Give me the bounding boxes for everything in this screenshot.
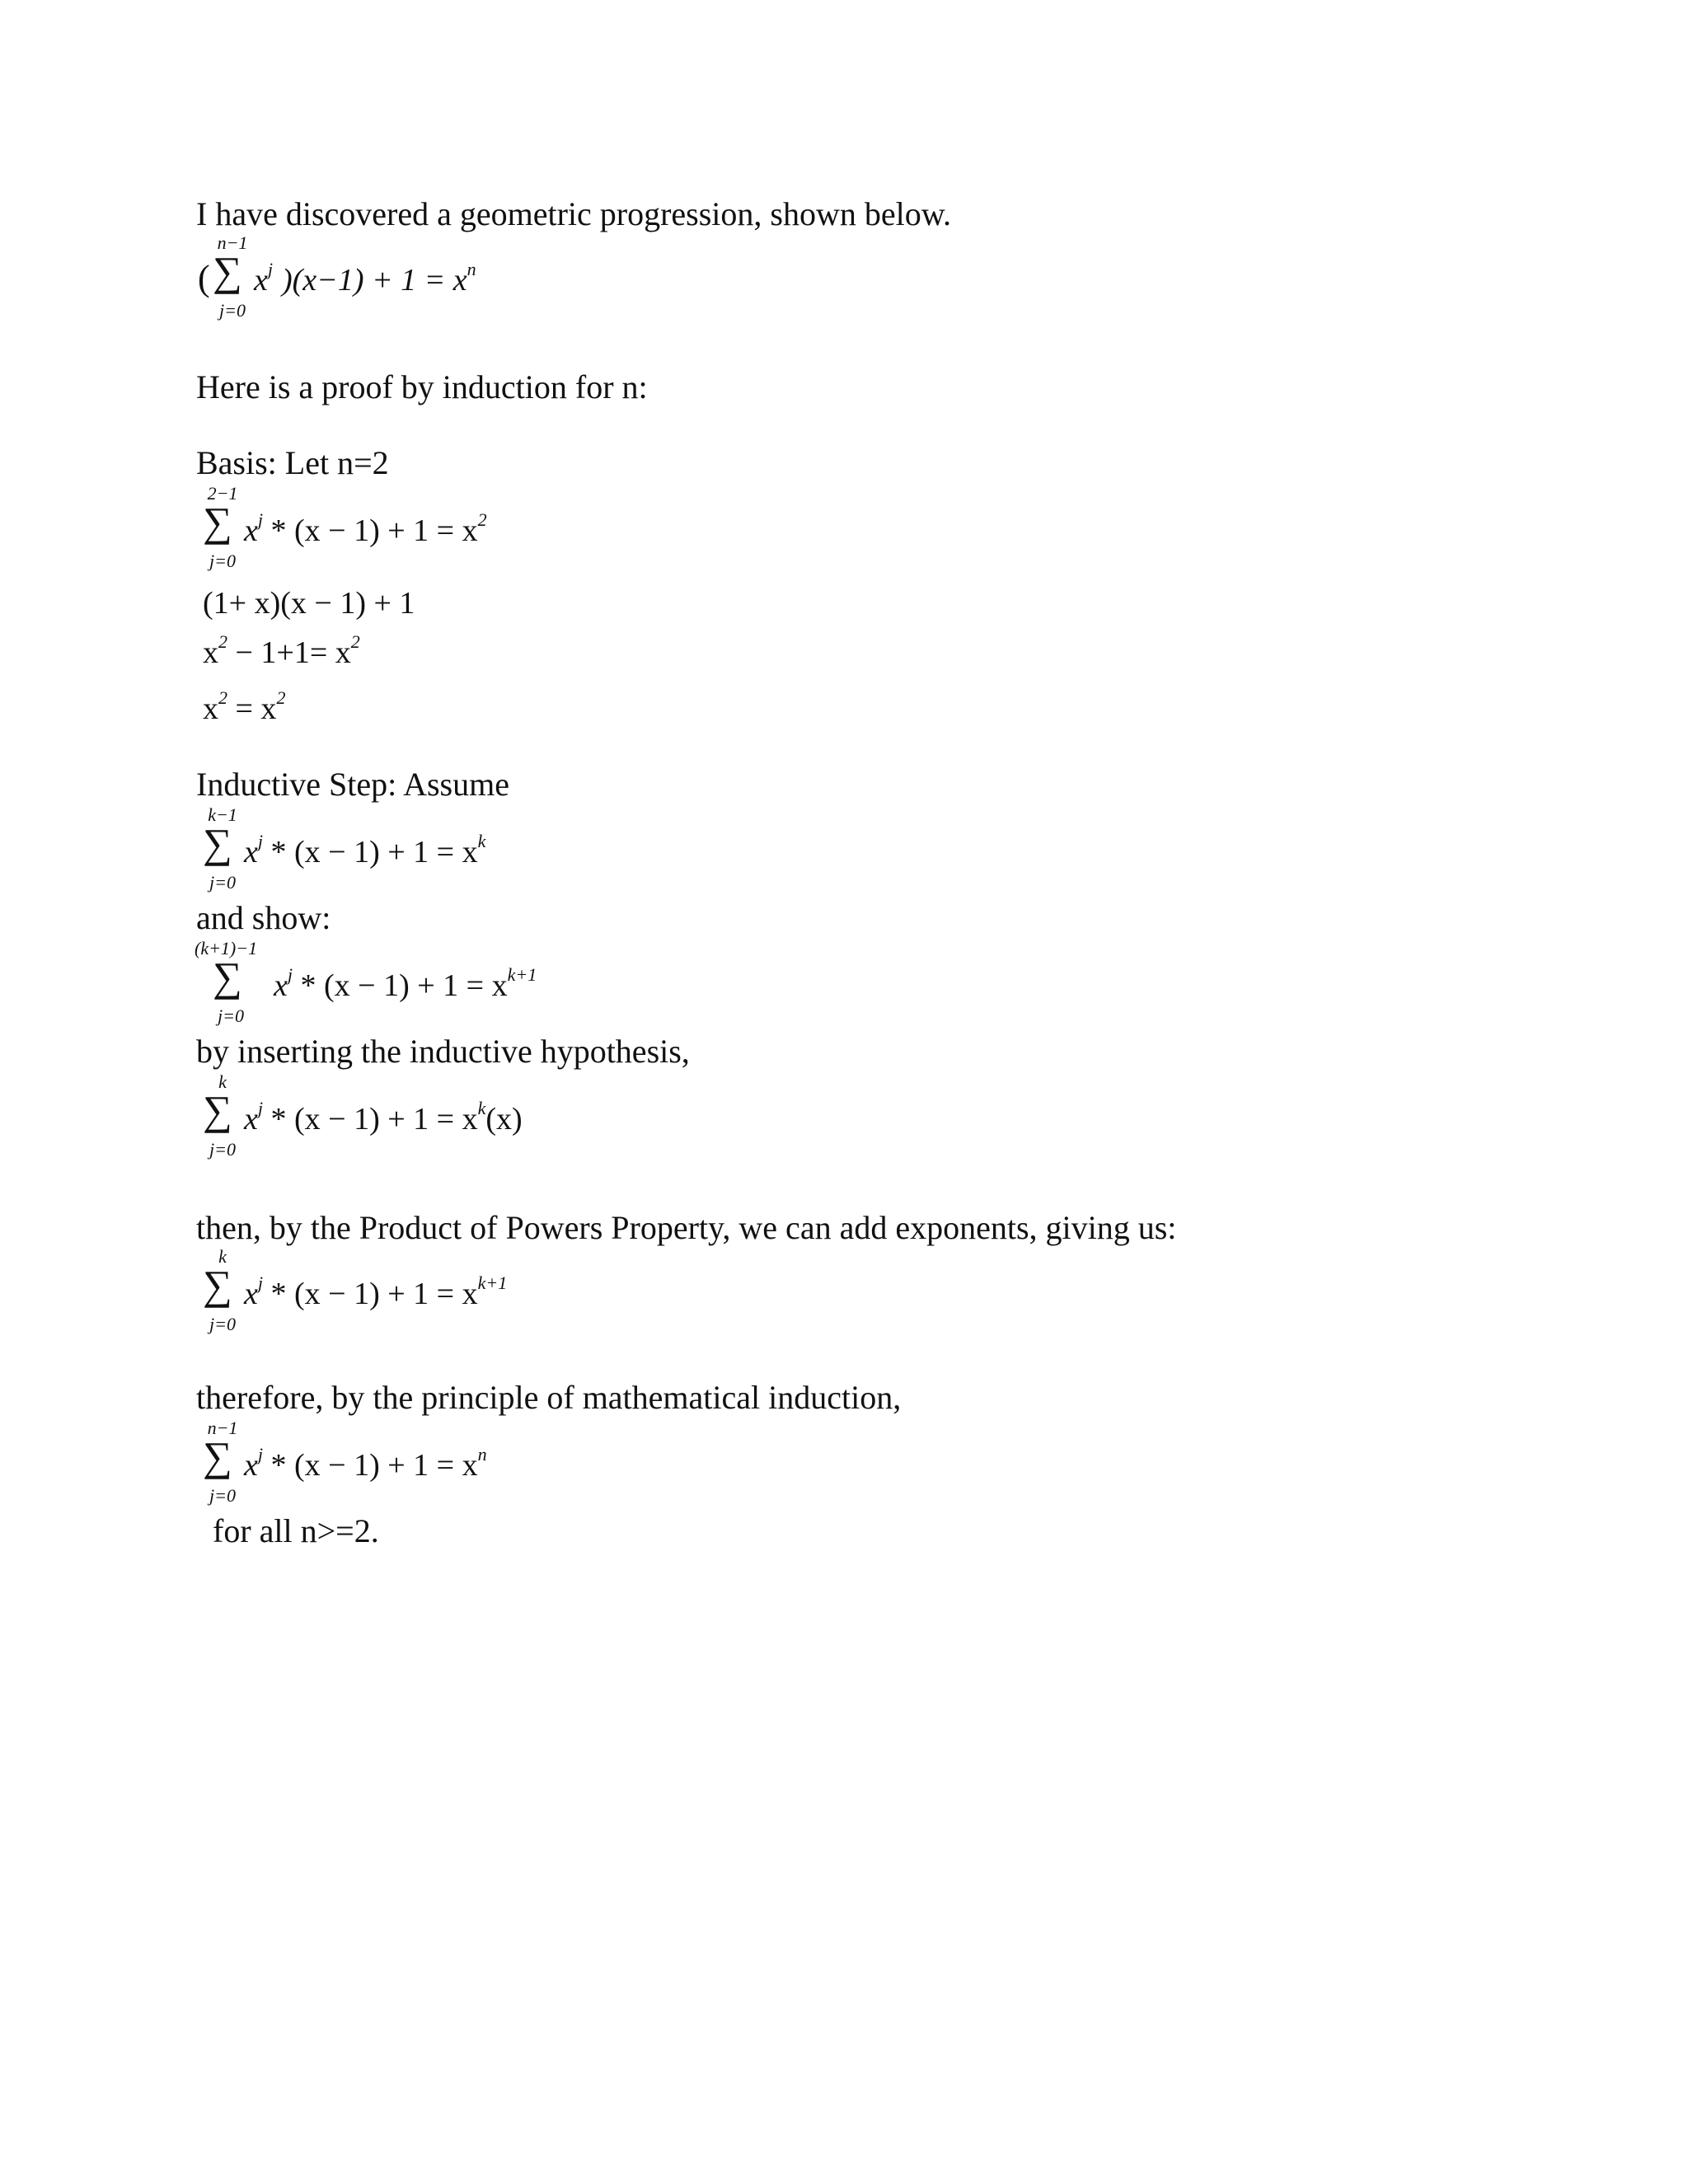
powers-rest-exp: k+1 [477, 1272, 508, 1293]
assume-term-base: x [244, 835, 258, 869]
show-rest-text: * (x − 1) + 1 = x [293, 968, 508, 1003]
show-term-exp: j [287, 964, 293, 985]
proof-intro-text: Here is a proof by induction for n: [196, 368, 648, 405]
basis-term [244, 509, 487, 549]
hyp-term-base: x [244, 1102, 258, 1137]
therefore-text: therefore, by the principle of mathematical induction, [196, 1379, 902, 1416]
main-term-exp: j [267, 259, 273, 279]
hyp-sum-upper: k [218, 1071, 227, 1092]
basis-line-3-a: x [203, 691, 218, 726]
basis-line-3 [203, 687, 286, 727]
basis-line-2-b: − 1+1= x [227, 635, 351, 670]
hyp-rest-text: * (x − 1) + 1 = x [263, 1102, 478, 1137]
main-rest [282, 259, 476, 298]
main-rest-text: )(x−1) + 1 = x [282, 263, 467, 298]
basis-sum-sigma: ∑ [203, 499, 232, 545]
show-sum-upper: (k+1)−1 [195, 938, 258, 958]
powers-sum-lower: j=0 [209, 1314, 236, 1334]
main-sum-upper: n−1 [217, 232, 248, 253]
assume-term [244, 831, 486, 870]
basis-line-2 [203, 631, 360, 671]
inductive-text: Inductive Step: Assume [196, 766, 509, 803]
intro-text: I have discovered a geometric progression, shown below. [196, 195, 952, 232]
hyp-tail: (x) [485, 1102, 523, 1137]
main-rest-exp: n [467, 259, 476, 279]
powers-sum-upper: k [218, 1246, 227, 1267]
final-term [244, 1444, 487, 1483]
final-term-base: x [244, 1448, 258, 1483]
basis-line-2-a: x [203, 635, 218, 670]
powers-term-exp: j [257, 1272, 263, 1293]
assume-sum-lower: j=0 [209, 872, 236, 893]
assume-term-exp: j [257, 831, 263, 851]
hyp-sum-sigma: ∑ [203, 1087, 232, 1133]
show-term [274, 964, 537, 1004]
main-term [254, 259, 273, 298]
basis-line-3-exp: 2 [218, 687, 227, 708]
main-term-base: x [254, 263, 268, 298]
hyp-rest-exp: k [477, 1098, 486, 1118]
inserting-text: by inserting the inductive hypothesis, [196, 1033, 690, 1070]
assume-sum-sigma: ∑ [203, 820, 232, 866]
final-sum-lower: j=0 [209, 1485, 236, 1506]
powers-sum-sigma: ∑ [203, 1262, 232, 1308]
final-sum-upper: n−1 [207, 1418, 238, 1438]
powers-term-base: x [244, 1277, 258, 1311]
for-all-text: for all n>=2. [213, 1512, 379, 1549]
final-term-exp: j [257, 1444, 263, 1465]
final-rest-text: * (x − 1) + 1 = x [263, 1448, 478, 1483]
basis-line-2-exp: 2 [218, 631, 227, 652]
basis-line-3-b: = x [227, 691, 277, 726]
basis-line-3-exp2: 2 [276, 687, 286, 708]
basis-line-2-exp2: 2 [350, 631, 360, 652]
basis-rest-text: * (x − 1) + 1 = x [263, 513, 478, 548]
basis-line-1: (1+ x)(x − 1) + 1 [203, 586, 415, 621]
hyp-term [244, 1098, 523, 1137]
powers-rest-text: * (x − 1) + 1 = x [263, 1277, 478, 1311]
basis-term-base: x [244, 513, 258, 548]
show-rest-exp: k+1 [507, 964, 537, 985]
final-rest-exp: n [477, 1444, 487, 1465]
basis-sum-lower: j=0 [209, 551, 236, 571]
hyp-sum-lower: j=0 [209, 1139, 236, 1160]
basis-rest-exp: 2 [477, 509, 487, 530]
final-sum-sigma: ∑ [203, 1433, 232, 1479]
powers-term [244, 1272, 508, 1312]
main-sum-lower: j=0 [219, 300, 246, 321]
hyp-term-exp: j [257, 1098, 263, 1118]
show-sum-lower: j=0 [218, 1005, 244, 1026]
assume-rest-text: * (x − 1) + 1 = x [263, 835, 478, 869]
main-sum-sigma: ∑ [213, 248, 242, 294]
show-term-base: x [274, 968, 288, 1003]
basis-sum-upper: 2−1 [207, 483, 238, 504]
show-sum-sigma: ∑ [213, 954, 242, 1000]
basis-term-exp: j [257, 509, 263, 530]
basis-text: Basis: Let n=2 [196, 444, 389, 481]
assume-sum-upper: k−1 [208, 804, 237, 825]
and-show-text: and show: [196, 899, 331, 936]
main-open-paren: ( [198, 258, 210, 298]
then-text: then, by the Product of Powers Property, we can add exponents, giving us: [196, 1209, 1177, 1246]
assume-rest-exp: k [477, 831, 486, 851]
